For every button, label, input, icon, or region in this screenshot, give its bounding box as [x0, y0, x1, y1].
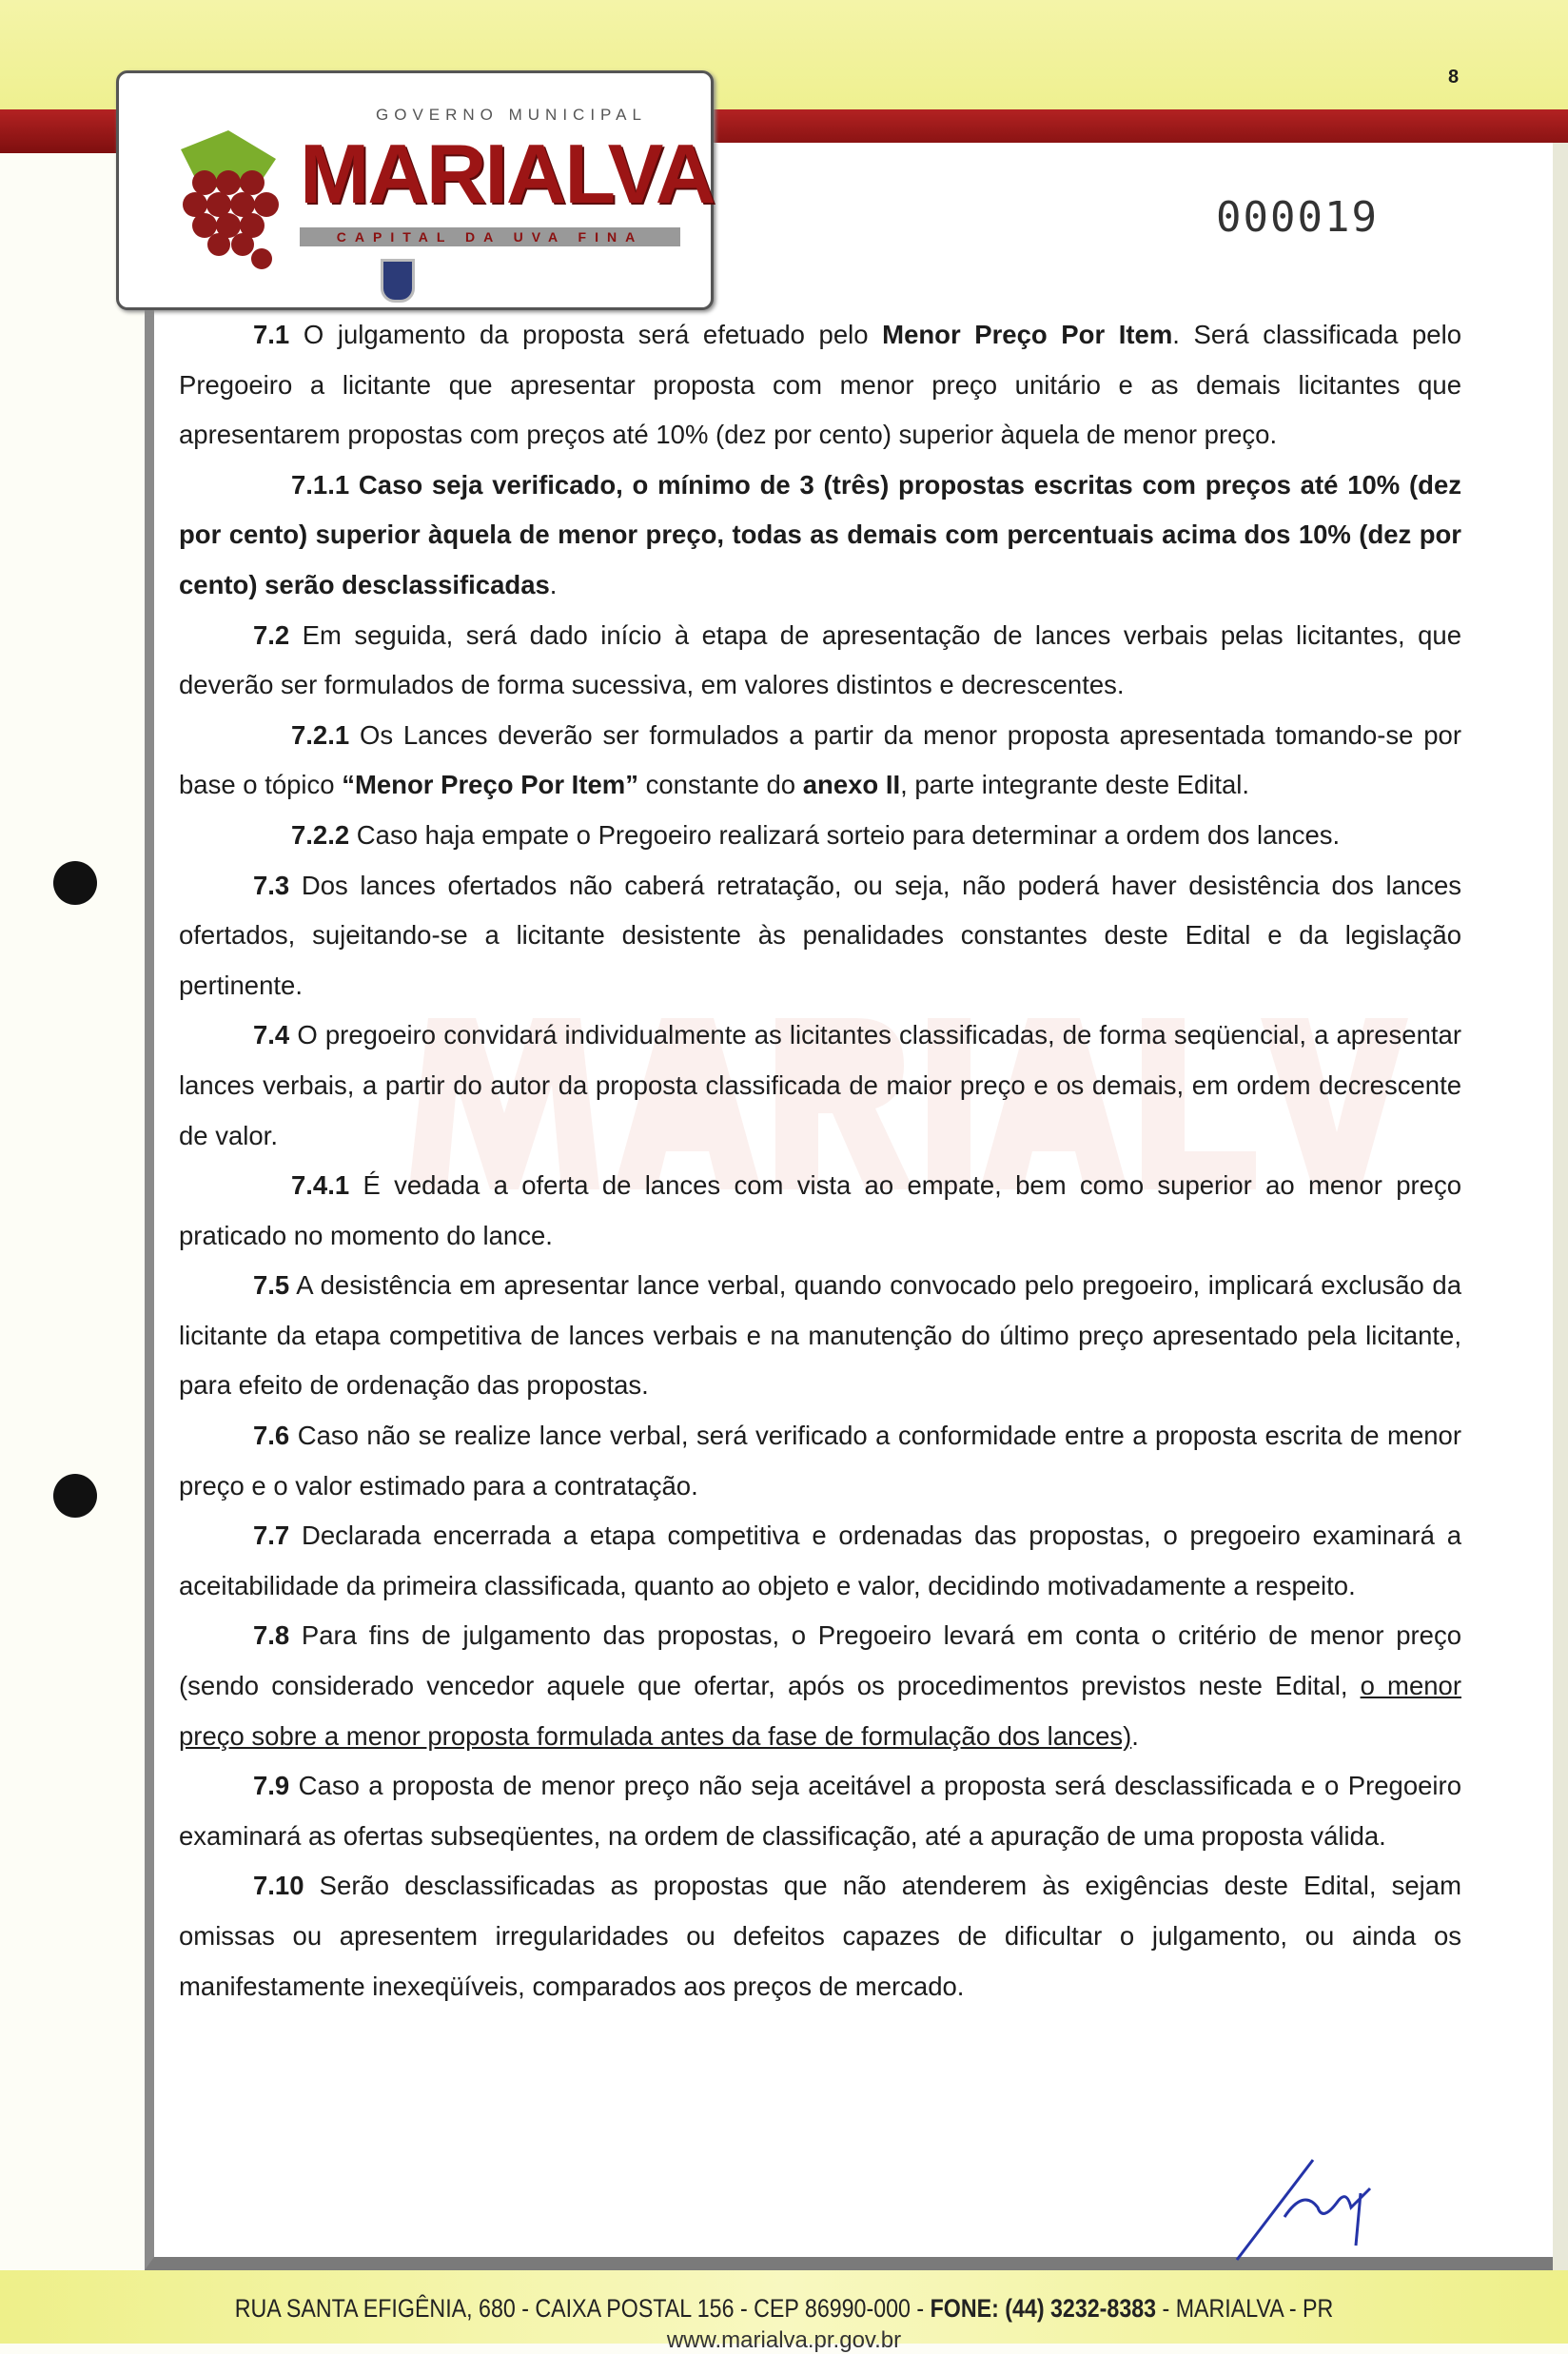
- clause-paragraph: [179, 461, 1461, 611]
- text: Declarada encerrada a etapa competitiva e ordenadas das propostas, o pregoeiro examinará a aceitabilidade da primeira classificada, quanto ao objeto e valor, decidindo motivadamente a respeito.: [179, 1520, 1461, 1600]
- page-number: 8: [1448, 67, 1460, 88]
- logo-subtitle: GOVERNO MUNICIPAL: [376, 106, 647, 124]
- bold-text: 7.2.2: [291, 819, 350, 850]
- text: Os Lances deverão ser formulados a partir da menor proposta apresentada tomando-se por base o tópico: [179, 719, 1461, 800]
- text: A desistência em apresentar lance verbal, quando convocado pelo pregoeiro, implicará exclusão da licitante da etapa competitiva de lances verbais e na manutenção do último preço apresentado pela licitante, para efeito de ordenação das propostas.: [179, 1270, 1461, 1401]
- text: É vedada a oferta de lances com vista ao empate, bem como superior ao menor preço praticado no momento do lance.: [179, 1170, 1461, 1250]
- text: . Será classificada pelo Pregoeiro a licitante que apresentar proposta com menor preço unitário e as demais licitantes que apresentarem propostas com preços até 10% (dez por cento) superior àquela de menor preço.: [179, 320, 1461, 450]
- clause-paragraph: [179, 1161, 1461, 1261]
- text: O pregoeiro convidará individualmente as licitantes classificadas, de forma seqüencial, a apresentar lances verbais, a partir do autor da proposta classificada de maior preço e os demais, em ordem decrescente de valor.: [179, 1020, 1461, 1150]
- grapes-icon: [171, 130, 285, 273]
- bold-text: 7.2.1: [291, 719, 350, 750]
- bold-text: 7.1.1 Caso seja verificado, o mínimo de 3 (três) propostas escritas com preços até 10% (dez por cento) superior àquela de menor preço, todas as demais com percentuais acima dos 10% (dez por cento) serão desclassificadas: [179, 469, 1461, 599]
- bold-text: 7.4: [253, 1020, 290, 1050]
- bold-text: 7.10: [253, 1871, 304, 1901]
- text: Caso haja empate o Pregoeiro realizará sorteio para determinar a ordem dos lances.: [349, 819, 1341, 850]
- bold-text: 7.6: [253, 1421, 290, 1451]
- bold-text: “Menor Preço Por Item”: [342, 770, 638, 800]
- bold-text: 7.5: [253, 1270, 290, 1301]
- text: O julgamento da proposta será efetuado pelo: [289, 320, 883, 349]
- page-right-edge: [1553, 143, 1568, 2270]
- coat-of-arms-icon: [381, 259, 415, 303]
- footer-street: RUA SANTA EFIGÊNIA, 680 - CAIXA POSTAL 156 - CEP 86990-000 -: [234, 2294, 931, 2323]
- bold-text: 7.8: [253, 1620, 290, 1651]
- clause-paragraph: [179, 310, 1461, 461]
- municipal-logo: [116, 70, 714, 310]
- bold-text: 7.2: [253, 619, 290, 650]
- underlined-text: o menor preço sobre a menor proposta formulada antes da fase de formulação dos lances): [179, 1671, 1461, 1751]
- clause-paragraph: [179, 611, 1461, 711]
- clause-paragraph: [179, 1411, 1461, 1511]
- footer-city: - MARIALVA - PR: [1156, 2294, 1334, 2323]
- bold-text: 7.4.1: [291, 1170, 350, 1201]
- logo-tagline: CAPITAL DA UVA FINA: [300, 227, 680, 246]
- text: Caso não se realize lance verbal, será verificado a conformidade entre a proposta escrita de menor preço e o valor estimado para a contratação.: [179, 1421, 1461, 1501]
- bold-text: 7.3: [253, 870, 290, 900]
- bold-text: 7.7: [253, 1520, 290, 1551]
- clause-paragraph: [179, 1261, 1461, 1411]
- text: Caso a proposta de menor preço não seja aceitável a proposta será desclassificada e o Pregoeiro examinará as ofertas subseqüentes, na ordem de classificação, até a apuração de uma proposta válida.: [179, 1771, 1461, 1851]
- bold-text: 7.9: [253, 1771, 290, 1801]
- page-stamp-number: 000019: [1216, 193, 1379, 242]
- punch-hole-icon: [53, 861, 97, 905]
- text: .: [549, 569, 558, 599]
- footer-phone: FONE: (44) 3232-8383: [930, 2294, 1157, 2323]
- clause-paragraph: [179, 1861, 1461, 2011]
- text: Para fins de julgamento das propostas, o Pregoeiro levará em conta o critério de menor preço (sendo considerado vencedor aquele que ofertar, após os procedimentos previstos neste Edital,: [179, 1620, 1461, 1701]
- clause-paragraph: [179, 1611, 1461, 1761]
- text: Em seguida, será dado início à etapa de apresentação de lances verbais pelas licitantes, que deverão ser formulados de forma sucessiva, em valores distintos e decrescentes.: [179, 619, 1461, 700]
- clause-paragraph: [179, 711, 1461, 811]
- clause-paragraph: [179, 1761, 1461, 1861]
- text: , parte integrante deste Edital.: [900, 770, 1250, 800]
- bold-text: Menor Preço Por Item: [882, 320, 1173, 349]
- text: constante do: [637, 770, 803, 800]
- clause-paragraph: [179, 861, 1461, 1011]
- document-body: [179, 310, 1461, 2011]
- bold-text: anexo II: [802, 770, 901, 800]
- footer-address: [109, 2293, 1458, 2324]
- text: Dos lances ofertados não caberá retratação, ou seja, não poderá haver desistência dos lances ofertados, sujeitando-se a licitante desistente às penalidades constantes deste Edital e da legislação pertinente.: [179, 870, 1461, 1000]
- bold-text: 7.1: [253, 320, 290, 349]
- text: .: [1131, 1720, 1139, 1751]
- logo-name: MARIALVA: [300, 127, 715, 221]
- clause-paragraph: [179, 811, 1461, 861]
- text: Serão desclassificadas as propostas que não atenderem às exigências deste Edital, sejam omissas ou apresentem irregularidades ou defeitos capazes de dificultar o julgamento, ou ainda os manifestamente inexeqüíveis, comparados aos preços de mercado.: [179, 1871, 1461, 2001]
- signature-icon: [1227, 2150, 1418, 2265]
- clause-paragraph: [179, 1511, 1461, 1611]
- clause-paragraph: [179, 1010, 1461, 1161]
- punch-hole-icon: [53, 1474, 97, 1518]
- footer-website: www.marialva.pr.gov.br: [666, 2327, 902, 2353]
